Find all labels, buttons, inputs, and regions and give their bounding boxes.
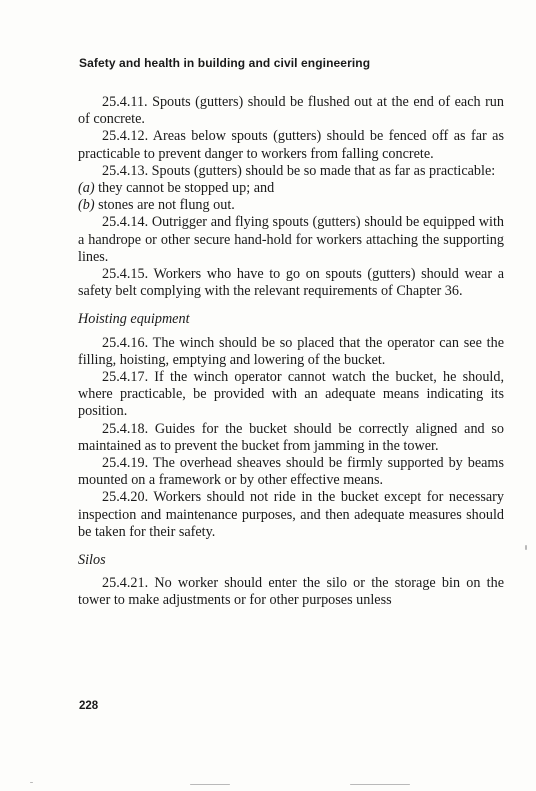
paragraph-25-4-11: 25.4.11. Spouts (gutters) should be flushed out at the end of each run of concrete. — [78, 94, 504, 128]
scan-speck — [30, 782, 33, 783]
scan-speck — [525, 545, 527, 550]
paragraph-25-4-16: 25.4.16. The winch should be so placed that the operator can see the filling, hoisting, emptying and lowering of the bucket. — [78, 334, 504, 368]
list-item-label: (b) — [78, 197, 95, 214]
paragraph-25-4-13: 25.4.13. Spouts (gutters) should be so made that as far as practicable: — [102, 162, 496, 179]
list-item-a — [78, 180, 504, 197]
paragraph-25-4-19: 25.4.19. The overhead sheaves should be firmly supported by beams mounted on a framework or by other effective means. — [78, 455, 504, 489]
body-text — [78, 94, 504, 610]
scan-speck — [190, 784, 230, 785]
paragraph-25-4-15: 25.4.15. Workers who have to go on spouts (gutters) should wear a safety belt complying with the relevant requirements of Chapter 36. — [78, 266, 504, 300]
paragraph-25-4-20: 25.4.20. Workers should not ride in the bucket except for necessary inspection and maintenance purposes, and then adequate measures should be taken for their safety. — [78, 489, 504, 540]
paragraph-25-4-14: 25.4.14. Outrigger and flying spouts (gutters) should be equipped with a handrope or other secure hand-hold for workers attaching the supporting lines. — [78, 214, 504, 265]
section-heading-silos: Silos — [78, 552, 106, 569]
scan-speck — [350, 784, 410, 785]
list-item-text: they cannot be stopped up; and — [98, 180, 275, 197]
list-item-text: stones are not flung out. — [98, 197, 235, 214]
paragraph-25-4-17: 25.4.17. If the winch operator cannot watch the bucket, he should, where practicable, be provided with an adequate means indicating its position. — [78, 369, 504, 420]
paragraph-25-4-18: 25.4.18. Guides for the bucket should be correctly aligned and so maintained as to prevent the bucket from jamming in the tower. — [78, 420, 504, 454]
list-item-label: (a) — [78, 180, 95, 197]
section-heading-hoisting-equipment: Hoisting equipment — [78, 311, 190, 328]
running-head: Safety and health in building and civil engineering — [79, 56, 371, 70]
paragraph-25-4-21: 25.4.21. No worker should enter the silo or the storage bin on the tower to make adjustments or for other purposes unless — [78, 575, 504, 609]
paragraph-25-4-12: 25.4.12. Areas below spouts (gutters) should be fenced off as far as practicable to prevent danger to workers from falling concrete. — [78, 128, 504, 162]
list-item-b — [78, 197, 504, 214]
page-number: 228 — [79, 700, 99, 712]
